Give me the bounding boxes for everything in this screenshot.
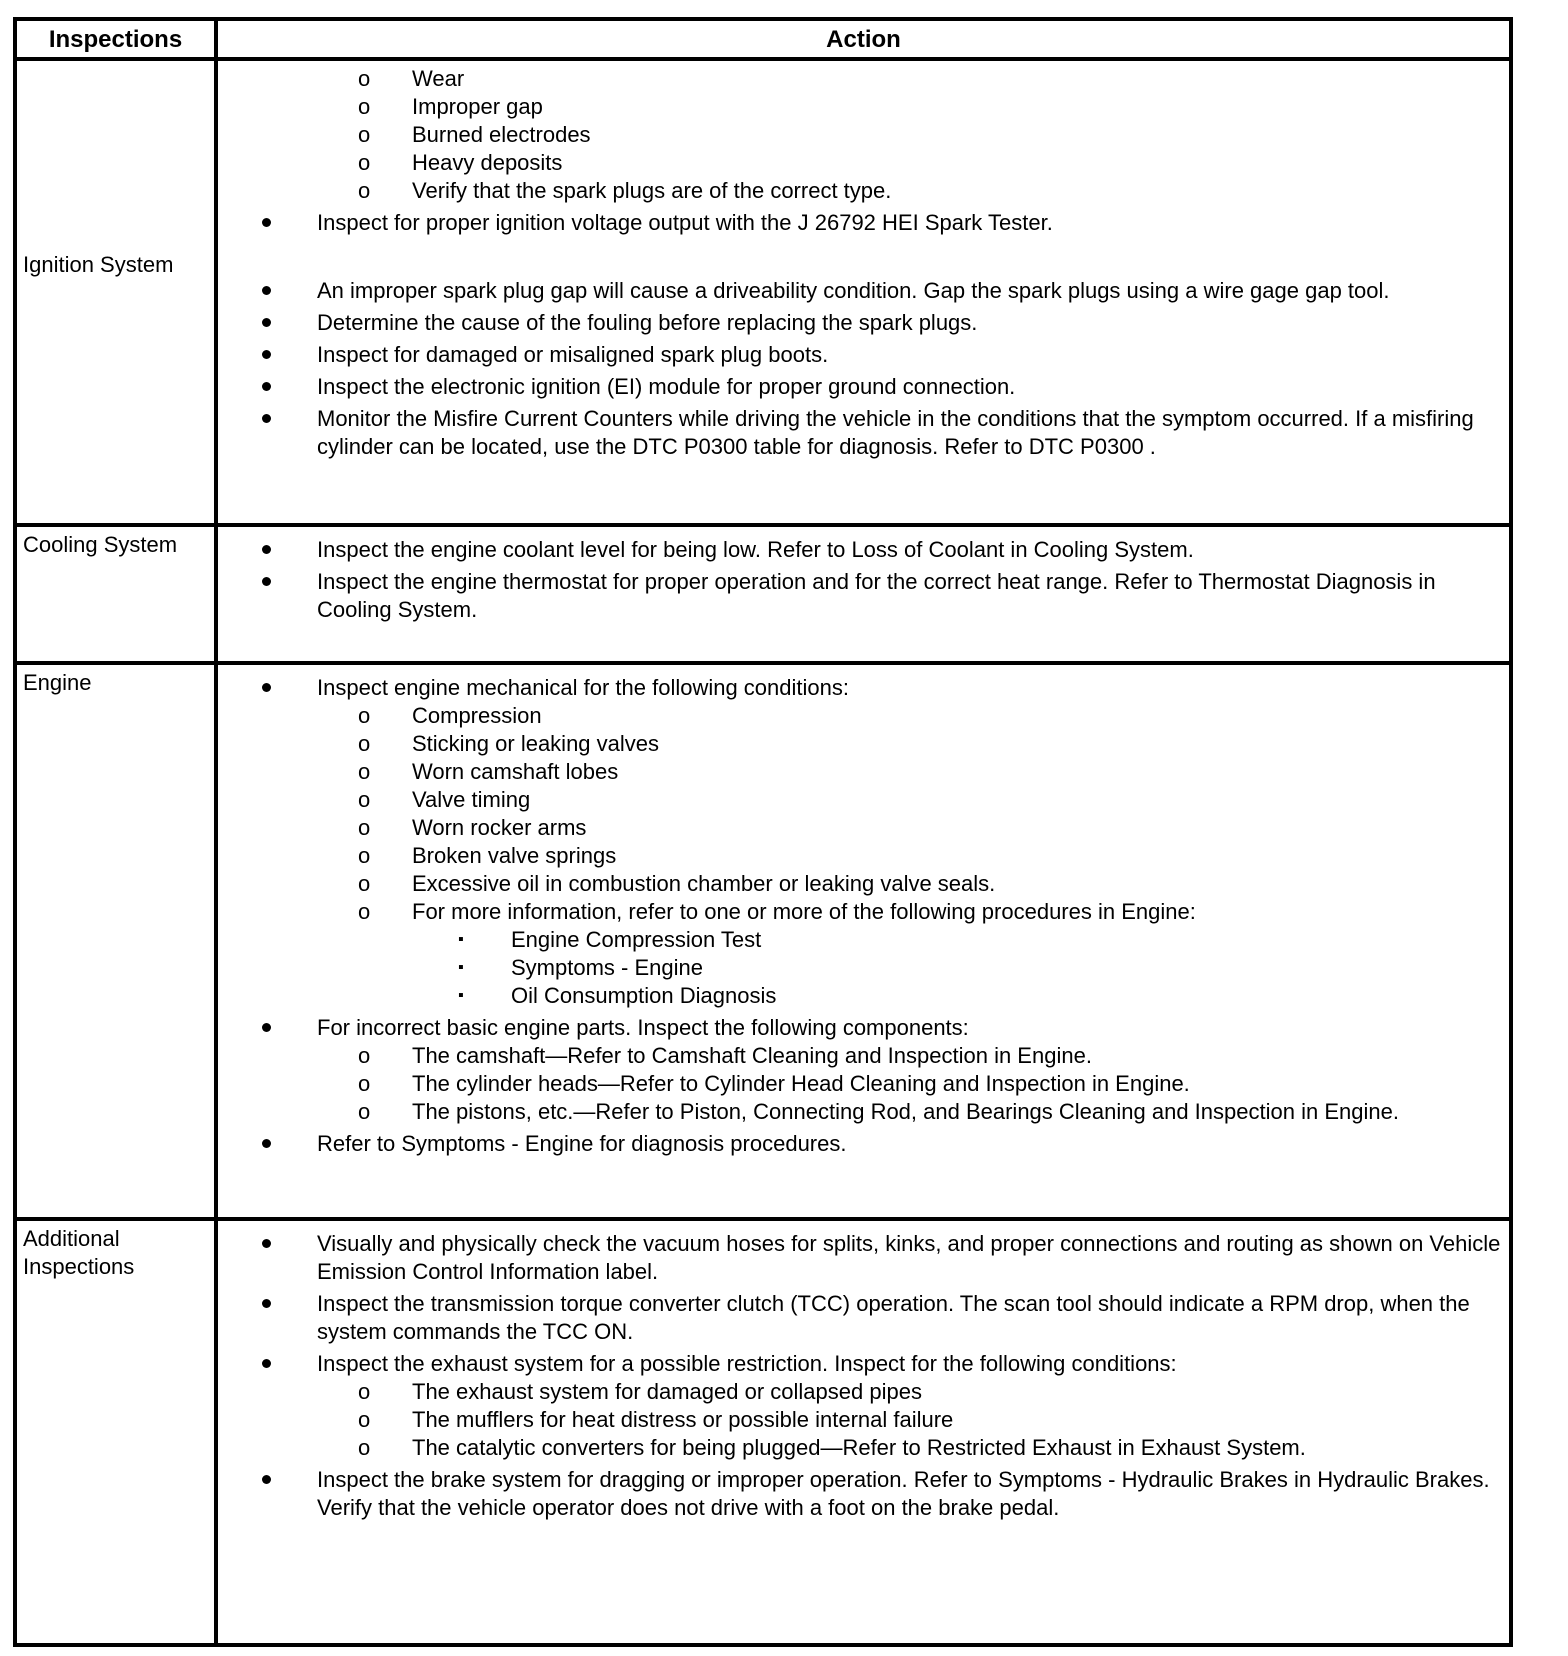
bullet-icon xyxy=(262,341,271,369)
circle-bullet-icon: o xyxy=(358,1071,371,1096)
list-item: Refer to Symptoms - Engine for diagnosis procedures. xyxy=(262,1130,1509,1158)
row-label-ignition: Ignition System xyxy=(23,252,174,277)
bullet-icon xyxy=(262,1230,271,1258)
bullet-icon xyxy=(262,1350,271,1378)
list-item: Inspect the exhaust system for a possible restriction. Inspect for the following conditions: xyxy=(262,1350,1509,1378)
list-item: o Broken valve springs xyxy=(358,843,617,868)
list-item: o For more information, refer to one or more of the following procedures in Engine: xyxy=(358,899,1196,924)
list-item: Inspect engine mechanical for the following conditions: xyxy=(262,674,1509,702)
bullet-icon xyxy=(262,1290,271,1318)
list-item: o The mufflers for heat distress or possible internal failure xyxy=(358,1407,954,1432)
list-item: o The cylinder heads—Refer to Cylinder Head Cleaning and Inspection in Engine. xyxy=(358,1071,1190,1096)
bullet-icon xyxy=(262,1130,271,1158)
bullet-icon xyxy=(262,1014,271,1042)
action-ignition xyxy=(262,65,1509,461)
bullet-icon xyxy=(262,405,271,433)
list-item: Inspect the brake system for dragging or improper operation. Refer to Symptoms - Hydraulic Brakes in Hydraulic Brakes. Verify that the vehicle operator does not drive with a foot on the brake pedal. xyxy=(262,1466,1509,1522)
circle-bullet-icon: o xyxy=(358,1043,371,1068)
action-cooling xyxy=(262,536,1509,624)
bullet-icon xyxy=(262,277,271,305)
list-item: For incorrect basic engine parts. Inspect the following components: xyxy=(262,1014,1509,1042)
circle-bullet-icon: o xyxy=(358,759,371,784)
list-item: Monitor the Misfire Current Counters while driving the vehicle in the conditions that the symptom occurred. If a misfiring cylinder can be located, use the DTC P0300 table for diagnosis. Refer to DTC P0300 . xyxy=(262,405,1509,461)
circle-bullet-icon: o xyxy=(358,150,371,175)
list-item: o Excessive oil in combustion chamber or leaking valve seals. xyxy=(358,871,996,896)
action-engine xyxy=(262,674,1509,1158)
list-item: Visually and physically check the vacuum hoses for splits, kinks, and proper connections and routing as shown on Vehicle Emission Control Information label. xyxy=(262,1230,1509,1286)
list-item: o The exhaust system for damaged or collapsed pipes xyxy=(358,1379,922,1404)
list-item: o Burned electrodes xyxy=(358,122,591,147)
circle-bullet-icon: o xyxy=(358,871,371,896)
list-item: Inspect the engine thermostat for proper operation and for the correct heat range. Refer to Thermostat Diagnosis in Cooling System. xyxy=(262,568,1509,624)
table-header xyxy=(17,21,1509,61)
bullet-icon xyxy=(262,373,271,401)
circle-bullet-icon: o xyxy=(358,815,371,840)
list-item: o Worn camshaft lobes xyxy=(358,759,619,784)
header-action: Action xyxy=(826,26,901,53)
bullet-icon xyxy=(262,1466,271,1494)
list-item: o Verify that the spark plugs are of the correct type. xyxy=(358,178,892,203)
list-item: o Valve timing xyxy=(358,787,531,812)
circle-bullet-icon: o xyxy=(358,94,371,119)
list-item: ▪ Oil Consumption Diagnosis xyxy=(458,983,777,1008)
list-item: o Compression xyxy=(358,703,542,728)
row-label-cooling: Cooling System xyxy=(23,532,178,557)
list-item: o Wear xyxy=(358,66,465,91)
list-item: Inspect the electronic ignition (EI) module for proper ground connection. xyxy=(262,373,1509,401)
square-bullet-icon: ▪ xyxy=(458,987,464,1004)
circle-bullet-icon: o xyxy=(358,1379,371,1404)
list-item: ▪ Engine Compression Test xyxy=(458,927,762,952)
list-item: o Heavy deposits xyxy=(358,150,563,175)
circle-bullet-icon: o xyxy=(358,899,371,924)
circle-bullet-icon: o xyxy=(358,1099,371,1124)
list-item: Inspect the transmission torque converter clutch (TCC) operation. The scan tool should indicate a RPM drop, when the system commands the TCC ON. xyxy=(262,1290,1509,1346)
list-item: o Improper gap xyxy=(358,94,543,119)
list-item: o The pistons, etc.—Refer to Piston, Connecting Rod, and Bearings Cleaning and Inspection in Engine. xyxy=(358,1099,1399,1124)
circle-bullet-icon: o xyxy=(358,66,371,91)
row-label-additional: Additional Inspections xyxy=(23,1226,135,1279)
list-item: o Worn rocker arms xyxy=(358,815,587,840)
list-item: Inspect for damaged or misaligned spark plug boots. xyxy=(262,341,1509,369)
list-item: o Sticking or leaking valves xyxy=(358,731,660,756)
column-divider xyxy=(214,21,218,1643)
circle-bullet-icon: o xyxy=(358,731,371,756)
bullet-icon xyxy=(262,568,271,596)
header-inspections: Inspections xyxy=(48,26,183,53)
action-additional xyxy=(262,1230,1509,1522)
circle-bullet-icon: o xyxy=(358,843,371,868)
circle-bullet-icon: o xyxy=(358,787,371,812)
bullet-icon xyxy=(262,674,271,702)
circle-bullet-icon: o xyxy=(358,1435,371,1460)
list-item: o The camshaft—Refer to Camshaft Cleaning and Inspection in Engine. xyxy=(358,1043,1092,1068)
row-label-engine: Engine xyxy=(23,670,92,695)
square-bullet-icon: ▪ xyxy=(458,931,464,948)
circle-bullet-icon: o xyxy=(358,703,371,728)
list-item: An improper spark plug gap will cause a driveability condition. Gap the spark plugs using a wire gage gap tool. xyxy=(262,277,1509,305)
list-item: o The catalytic converters for being plugged—Refer to Restricted Exhaust in Exhaust System. xyxy=(358,1435,1306,1460)
square-bullet-icon: ▪ xyxy=(458,959,464,976)
list-item: Inspect the engine coolant level for being low. Refer to Loss of Coolant in Cooling System. xyxy=(262,536,1509,564)
circle-bullet-icon: o xyxy=(358,122,371,147)
row-divider xyxy=(17,661,1509,665)
bullet-icon xyxy=(262,209,271,237)
bullet-icon xyxy=(262,536,271,564)
bullet-icon xyxy=(262,309,271,337)
inspection-table xyxy=(13,17,1513,1647)
list-item: Determine the cause of the fouling before replacing the spark plugs. xyxy=(262,309,1509,337)
list-item: Inspect for proper ignition voltage output with the J 26792 HEI Spark Tester. xyxy=(262,209,1509,237)
circle-bullet-icon: o xyxy=(358,1407,371,1432)
row-divider xyxy=(17,523,1509,527)
row-divider xyxy=(17,1217,1509,1221)
circle-bullet-icon: o xyxy=(358,178,371,203)
list-item: ▪ Symptoms - Engine xyxy=(458,955,703,980)
